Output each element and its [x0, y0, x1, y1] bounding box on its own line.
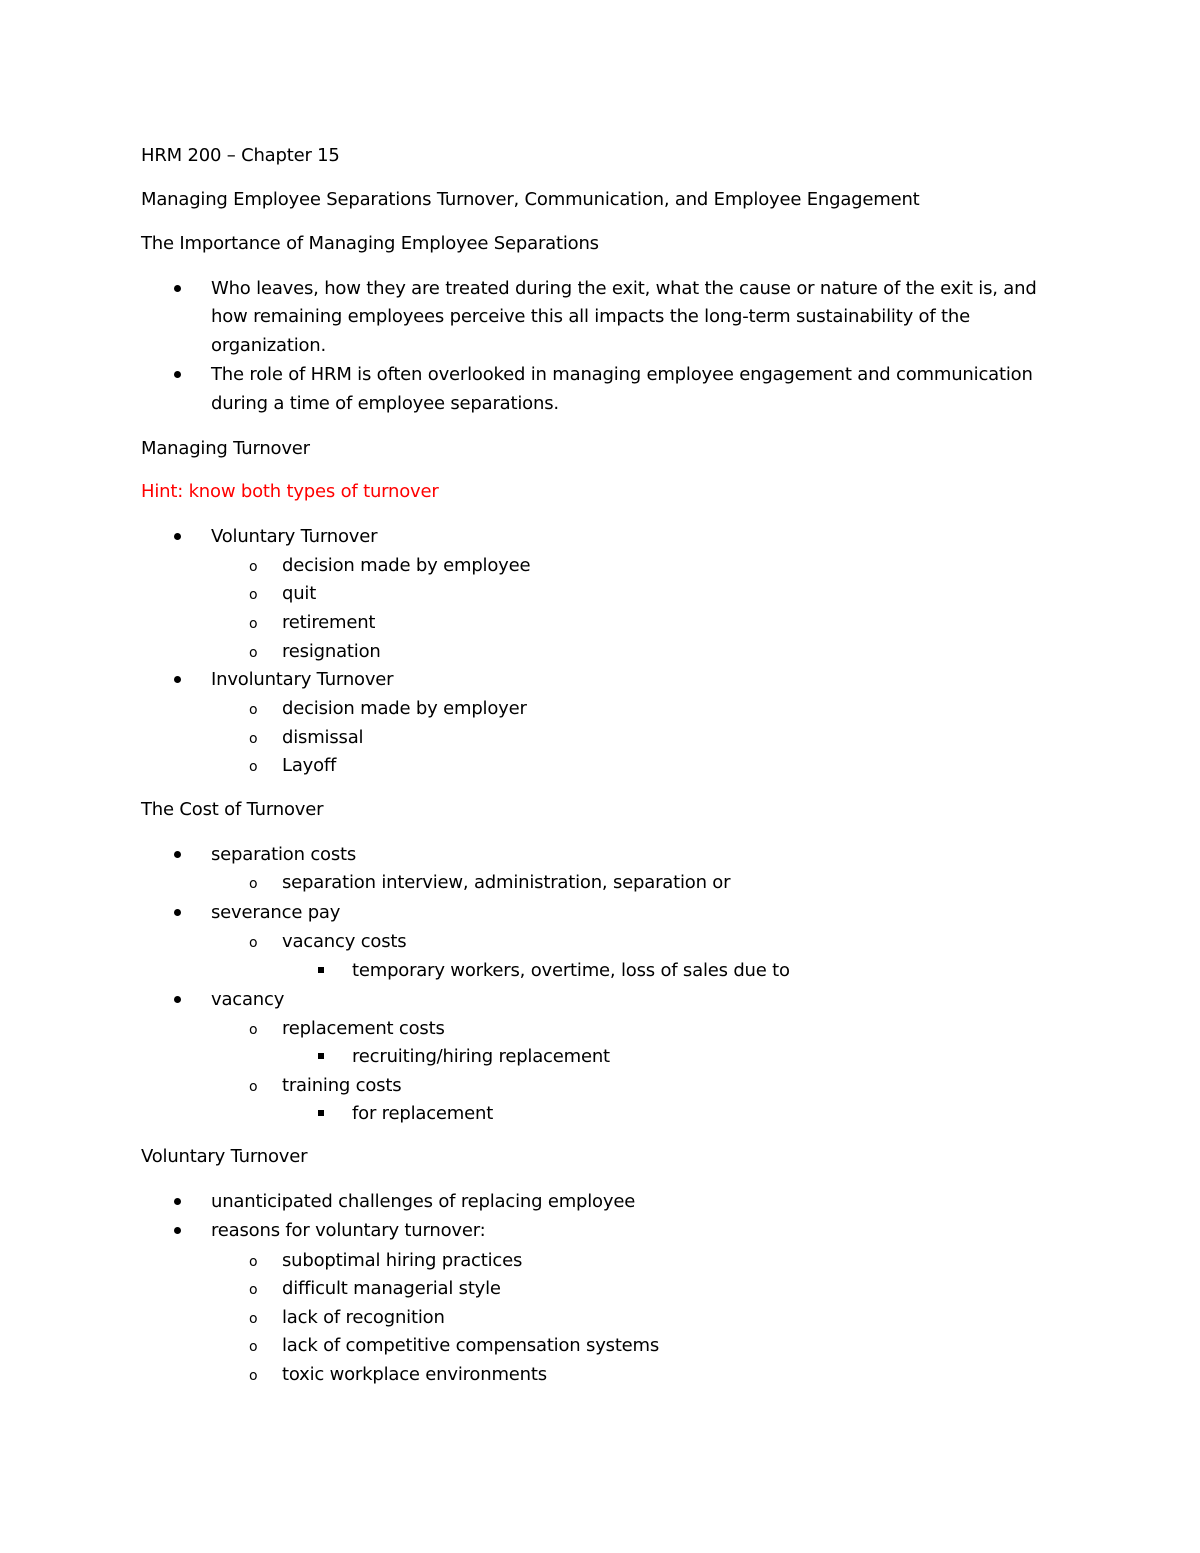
sub-list-item: difficult managerial style: [282, 1278, 501, 1299]
circle-bullet-icon: o: [249, 876, 258, 892]
sub-list-item: resignation: [282, 641, 381, 662]
hint-text: Hint: know both types of turnover: [141, 481, 439, 502]
list-item: unanticipated challenges of replacing employee: [211, 1191, 636, 1212]
sub-list-item: toxic workplace environments: [282, 1364, 547, 1385]
list-item: reasons for voluntary turnover:: [211, 1220, 486, 1241]
bullet-icon: [174, 676, 181, 683]
circle-bullet-icon: o: [249, 587, 258, 603]
circle-bullet-icon: o: [249, 935, 258, 951]
section-heading-voluntary-turnover: Voluntary Turnover: [141, 1146, 308, 1167]
section-heading-cost: The Cost of Turnover: [141, 799, 324, 820]
sub-sub-list-item: temporary workers, overtime, loss of sales due to: [352, 960, 790, 981]
bullet-icon: [174, 1227, 181, 1234]
circle-bullet-icon: o: [249, 1282, 258, 1298]
circle-bullet-icon: o: [249, 559, 258, 575]
bullet-icon: [174, 909, 181, 916]
list-item-continuation: how remaining employees perceive this all impacts the long-term sustainability of the: [211, 306, 970, 327]
section-heading-managing-turnover: Managing Turnover: [141, 438, 310, 459]
bullet-icon: [174, 996, 181, 1003]
circle-bullet-icon: o: [249, 1339, 258, 1355]
sub-list-item: quit: [282, 583, 317, 604]
square-bullet-icon: [318, 967, 324, 973]
list-item: separation costs: [211, 844, 357, 865]
sub-list-item: lack of competitive compensation systems: [282, 1335, 660, 1356]
list-item-involuntary: Involuntary Turnover: [211, 669, 394, 690]
bullet-icon: [174, 533, 181, 540]
document-title: HRM 200 – Chapter 15: [141, 145, 340, 166]
sub-list-item: lack of recognition: [282, 1307, 445, 1328]
circle-bullet-icon: o: [249, 702, 258, 718]
sub-list-item: decision made by employee: [282, 555, 531, 576]
sub-sub-list-item: for replacement: [352, 1103, 494, 1124]
bullet-icon: [174, 285, 181, 292]
bullet-icon: [174, 1198, 181, 1205]
list-item-continuation: organization.: [211, 335, 327, 356]
sub-list-item: suboptimal hiring practices: [282, 1250, 523, 1271]
circle-bullet-icon: o: [249, 1254, 258, 1270]
circle-bullet-icon: o: [249, 759, 258, 775]
circle-bullet-icon: o: [249, 1079, 258, 1095]
circle-bullet-icon: o: [249, 1368, 258, 1384]
sub-list-item: Layoff: [282, 755, 337, 776]
circle-bullet-icon: o: [249, 645, 258, 661]
bullet-icon: [174, 851, 181, 858]
circle-bullet-icon: o: [249, 1022, 258, 1038]
square-bullet-icon: [318, 1053, 324, 1059]
circle-bullet-icon: o: [249, 1311, 258, 1327]
sub-list-item: retirement: [282, 612, 376, 633]
sub-list-item: vacancy costs: [282, 931, 407, 952]
sub-sub-list-item: recruiting/hiring replacement: [352, 1046, 610, 1067]
circle-bullet-icon: o: [249, 731, 258, 747]
circle-bullet-icon: o: [249, 616, 258, 632]
sub-list-item: decision made by employer: [282, 698, 527, 719]
list-item-continuation: during a time of employee separations.: [211, 393, 559, 414]
list-item: The role of HRM is often overlooked in managing employee engagement and communication: [211, 364, 1033, 385]
bullet-icon: [174, 371, 181, 378]
section-heading-importance: The Importance of Managing Employee Separations: [141, 233, 599, 254]
list-item-voluntary: Voluntary Turnover: [211, 526, 378, 547]
list-item: severance pay: [211, 902, 341, 923]
sub-list-item: replacement costs: [282, 1018, 445, 1039]
square-bullet-icon: [318, 1110, 324, 1116]
sub-list-item: separation interview, administration, separation or: [282, 872, 731, 893]
document-subtitle: Managing Employee Separations Turnover, Communication, and Employee Engagement: [141, 189, 920, 210]
list-item: vacancy: [211, 989, 285, 1010]
list-item: Who leaves, how they are treated during the exit, what the cause or nature of the exit is, and: [211, 278, 1037, 299]
sub-list-item: dismissal: [282, 727, 364, 748]
sub-list-item: training costs: [282, 1075, 402, 1096]
